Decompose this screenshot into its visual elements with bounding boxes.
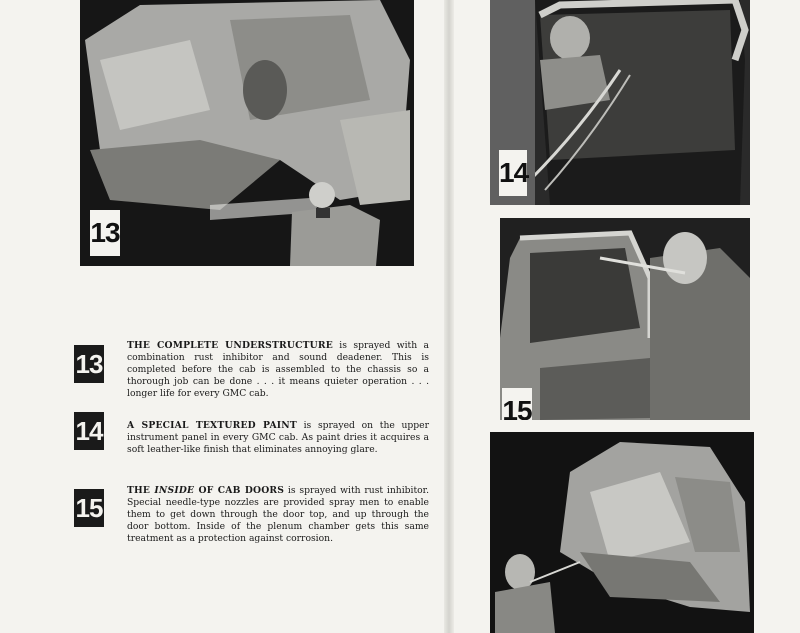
- photo-instrument-panel: [490, 0, 750, 205]
- caption-14: [127, 420, 429, 456]
- caption-number-15: 15: [74, 489, 104, 527]
- caption-15: [127, 485, 429, 545]
- caption-14-heading: A SPECIAL TEXTURED PAINT: [127, 420, 297, 431]
- photo-number-13: 13: [90, 210, 120, 256]
- photo-cab-underside: [490, 432, 754, 633]
- binding-gutter: [444, 0, 454, 633]
- caption-15-heading-italic: INSIDE: [154, 485, 195, 496]
- photo-understructure: [80, 0, 414, 266]
- caption-15-heading: THE: [127, 485, 155, 496]
- photo-number-14: 14: [499, 150, 527, 196]
- caption-13: [127, 340, 429, 400]
- caption-14-body: is sprayed on the upper instrument panel in every GMC cab. As paint dries it acquires a soft leather-like finish that eliminates annoying glare.: [127, 420, 429, 455]
- caption-13-heading: THE COMPLETE UNDERSTRUCTURE: [127, 340, 333, 351]
- caption-13-body: is sprayed with a combination rust inhibitor and sound deadener. This is completed before the cab is assembled to the chassis so a thorough job can be done . . . it means quieter operation . . . longer life for every GMC cab.: [127, 340, 430, 399]
- caption-number-14: 14: [74, 412, 104, 450]
- caption-number-13: 13: [74, 345, 104, 383]
- photo-number-15: 15: [502, 388, 532, 420]
- photo-cab-door: [500, 218, 750, 420]
- caption-15-heading-rest: OF CAB DOORS: [194, 485, 285, 496]
- caption-15-body: is sprayed with rust inhibitor. Special needle-type nozzles are provided spray men to enable them to get down through the door top, and up through the door bottom. Inside of the plenum chamber gets this same treatment as a protection against corrosion.: [127, 485, 429, 544]
